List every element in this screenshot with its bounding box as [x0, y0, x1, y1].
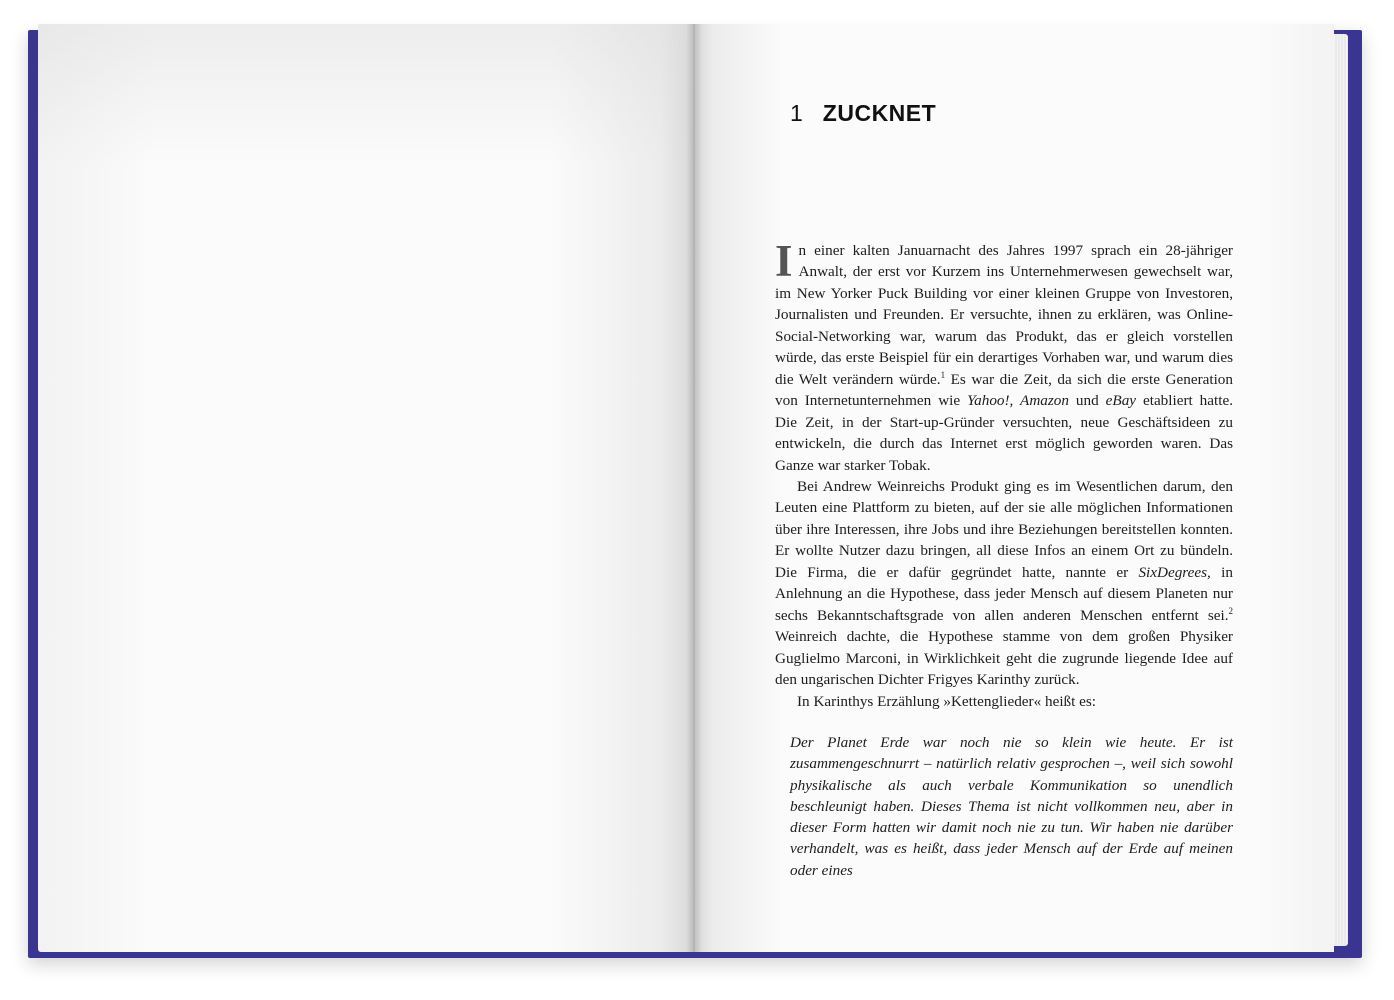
chapter-heading: [790, 100, 936, 127]
left-page: [38, 24, 694, 952]
chapter-title: ZUCKNET: [822, 100, 937, 126]
text-run: Weinreich dachte, die Hypothese stamme von dem großen Physiker Guglielmo Marconi, in Wirklichkeit geht die zugrunde liegende Idee auf den ungarischen Dichter Frigyes Karinthy zurück.: [775, 628, 1233, 689]
paragraph-3: In Karinthys Erzählung »Kettenglieder« heißt es:: [797, 692, 1097, 710]
book-gutter: [686, 24, 702, 952]
text-run: etabliert hatte. Die Zeit, in der Start-up-Gründer versuchten, neue Geschäftsideen zu entwickeln, die durch das Internet erst möglich geworden waren. Das Ganze war starker Tobak.: [775, 392, 1233, 474]
italic-run: Yahoo!, Amazon: [967, 392, 1069, 410]
block-quote: Der Planet Erde war noch nie so klein wie heute. Er ist zusammengeschnurrt – natürlich relativ gesprochen –, weil sich sowohl physikalische als auch verbale Kommunikation so unendlich beschleunigt haben. Dieses Thema ist nicht vollkommen neu, aber in dieser Form hatten wir damit noch nie zu tun. Wir haben nie darüber verhandelt, was es heißt, dass jeder Mensch auf der Erde auf meinen oder eines: [790, 733, 1233, 879]
paragraph-1: [775, 236, 1233, 476]
footnote-marker: 1: [940, 369, 946, 380]
text-run: Bei Andrew Weinreichs Produkt ging es im Wesentlichen darum, den Leuten eine Plattform zu bieten, auf der sie alle möglichen Informationen über ihre Interessen, ihre Jobs und ihre Beziehungen bereitstellen konnten. Er wollte Nutzer dazu bringen, all diese Infos an einem Ort zu bündeln. Die Firma, die er dafür gegründet hatte, nannte er: [775, 477, 1233, 581]
italic-run: SixDegrees,: [1138, 563, 1211, 581]
italic-run: eBay: [1105, 392, 1137, 410]
footnote-marker: 2: [1228, 605, 1233, 616]
chapter-number: 1: [790, 100, 803, 126]
text-run: n einer kalten Januarnacht des Jahres 1997 sprach ein 28-jähriger Anwalt, der erst vor Kurzem ins Unternehmerwesen gewechselt war, im New Yorker Puck Building vor einer kleinen Gruppe von Investoren, Journalisten und Freunden. Er versuchte, ihnen zu erklären, was Online-Social-Networking war, warum das Produkt, das er gleich vorstellen würde, das erste Beispiel für ein derartiges Vorhaben war, und warum dies die Welt verändern würde.: [775, 242, 1233, 388]
text-run: Es war die Zeit, da sich die erste Generation von Internetunternehmen wie: [775, 370, 1233, 410]
text-run: in Anlehnung an die Hypothese, dass jeder Mensch auf diesem Planeten nur sechs Bekanntschaftsgrade von allen anderen Menschen entfernt sei.: [775, 563, 1233, 624]
paragraph-2: [775, 476, 1233, 691]
body-text: [775, 236, 1233, 881]
text-run: und: [1068, 392, 1106, 410]
drop-cap: I: [775, 236, 793, 286]
